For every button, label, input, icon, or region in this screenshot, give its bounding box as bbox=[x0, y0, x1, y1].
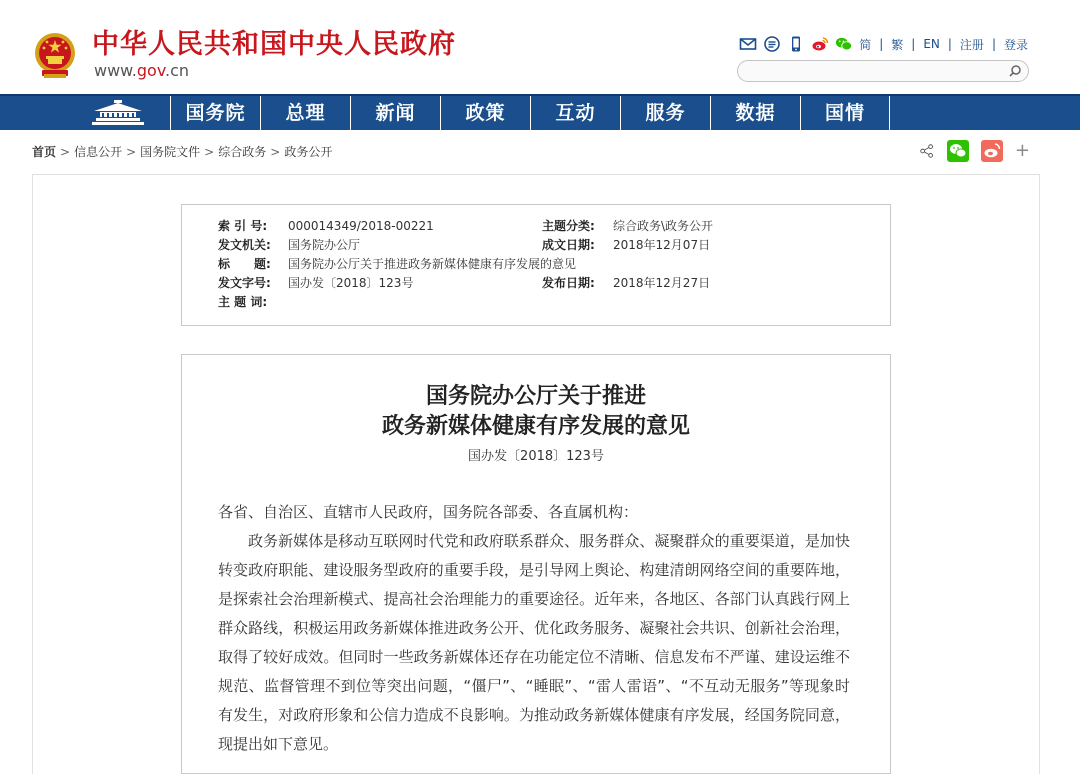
written-date-label: 成文日期: bbox=[542, 238, 595, 252]
separator: | bbox=[991, 37, 996, 51]
search-input[interactable] bbox=[748, 62, 1002, 82]
wechat-share-icon[interactable] bbox=[947, 140, 969, 162]
category-label: 主题分类: bbox=[542, 219, 595, 233]
share-bar bbox=[919, 140, 1030, 162]
document-paragraph: 政务新媒体是移动互联网时代党和政府联系群众、服务群众、凝聚群众的重要渠道，是加快转变政府职能、建设服务型政府的重要手段，是引导网上舆论、构建清朗网络空间的重要阵地，是探索社会治理新模式、提高社会治理能力的重要途径。近年来，各地区、各部门认真践行网上群众路线，积极运用政务新媒体推进政务公开、优化政务服务、凝聚社会共识、创新社会治理，取得了较好成效。但同时一些政务新媒体还存在功能定位不清晰、信息发布不严谨、建设运维不规范、监督管理不到位等突出问题，“僵尸”、“睡眠”、“雷人雷语”、“不互动无服务”等现象时有发生，对政府形象和公信力造成不良影响。为推动政务新媒体健康有序发展，经国务院同意，现提出如下意见。 bbox=[218, 532, 850, 753]
search-icon[interactable] bbox=[1008, 64, 1022, 78]
keywords-label: 主 题 词: bbox=[218, 295, 268, 309]
lang-simplified-link[interactable]: 简 bbox=[859, 37, 872, 52]
nav-item-data[interactable]: 数据 bbox=[710, 96, 800, 130]
separator: | bbox=[911, 37, 916, 51]
lang-traditional-link[interactable]: 繁 bbox=[891, 37, 904, 52]
mobile-icon[interactable] bbox=[787, 35, 805, 53]
category-value: 综合政务\政务公开 bbox=[613, 219, 714, 233]
nav-items bbox=[170, 96, 890, 130]
doc-number-value: 国办发〔2018〕123号 bbox=[288, 276, 414, 290]
main-nav bbox=[0, 94, 1080, 130]
title-label: 标 题: bbox=[218, 257, 271, 271]
breadcrumb-gov-affairs-public[interactable]: 政务公开 bbox=[284, 145, 333, 159]
site-domain bbox=[94, 62, 189, 80]
breadcrumb-arrow: > bbox=[60, 145, 71, 159]
document-title-line2: 政务新媒体健康有序发展的意见 bbox=[381, 413, 690, 439]
domain-prefix: www. bbox=[94, 61, 137, 80]
document-number: 国办发〔2018〕123号 bbox=[468, 449, 604, 464]
published-date-value: 2018年12月27日 bbox=[613, 276, 711, 290]
top-tools bbox=[739, 34, 1028, 54]
login-link[interactable]: 登录 bbox=[1003, 37, 1028, 52]
rss-icon[interactable] bbox=[763, 35, 781, 53]
index-label: 索 引 号: bbox=[218, 219, 268, 233]
weibo-icon[interactable] bbox=[811, 35, 829, 53]
site-title[interactable]: 中华人民共和国中央人民政府 bbox=[92, 29, 456, 60]
breadcrumb-info-public[interactable]: 信息公开 bbox=[74, 145, 123, 159]
site-header bbox=[0, 0, 1080, 94]
title-value: 国务院办公厅关于推进政务新媒体健康有序发展的意见 bbox=[288, 257, 577, 271]
weibo-share-icon[interactable] bbox=[981, 140, 1003, 162]
wechat-icon[interactable] bbox=[835, 35, 853, 53]
doc-number-label: 发文字号: bbox=[218, 276, 271, 290]
breadcrumb-state-council-docs[interactable]: 国务院文件 bbox=[140, 145, 201, 159]
nav-item-premier[interactable]: 总理 bbox=[260, 96, 350, 130]
breadcrumb-home[interactable]: 首页 bbox=[32, 145, 57, 159]
domain-suffix: .cn bbox=[165, 61, 190, 80]
home-building-icon[interactable] bbox=[86, 96, 150, 130]
meta-row bbox=[182, 274, 890, 292]
meta-row bbox=[182, 236, 890, 254]
document-salutation: 各省、自治区、直辖市人民政府，国务院各部委、各直属机构： bbox=[218, 503, 639, 521]
domain-gov: gov bbox=[136, 61, 166, 80]
separator: | bbox=[879, 37, 884, 51]
share-icon[interactable] bbox=[919, 143, 935, 159]
breadcrumb-arrow: > bbox=[204, 145, 215, 159]
register-link[interactable]: 注册 bbox=[959, 37, 984, 52]
nav-item-interaction[interactable]: 互动 bbox=[530, 96, 620, 130]
issuer-label: 发文机关: bbox=[218, 238, 271, 252]
mail-icon[interactable] bbox=[739, 35, 757, 53]
document-body bbox=[181, 354, 891, 774]
nav-item-state-council[interactable]: 国务院 bbox=[170, 96, 260, 130]
lang-english-link[interactable]: EN bbox=[923, 37, 940, 51]
breadcrumb-arrow: > bbox=[270, 145, 281, 159]
index-value: 000014349/2018-00221 bbox=[288, 219, 434, 233]
issuer-value: 国务院办公厅 bbox=[288, 238, 361, 252]
written-date-value: 2018年12月07日 bbox=[613, 238, 711, 252]
document-title-line1: 国务院办公厅关于推进 bbox=[425, 383, 646, 409]
nav-item-national-info[interactable]: 国情 bbox=[800, 96, 890, 130]
meta-row bbox=[182, 293, 890, 311]
published-date-label: 发布日期: bbox=[542, 276, 595, 290]
nav-item-policy[interactable]: 政策 bbox=[440, 96, 530, 130]
nav-item-news[interactable]: 新闻 bbox=[350, 96, 440, 130]
search-box bbox=[737, 60, 1029, 82]
breadcrumb-bar bbox=[32, 140, 1042, 162]
breadcrumb bbox=[32, 143, 332, 160]
meta-row bbox=[182, 255, 890, 273]
plus-icon[interactable]: + bbox=[1014, 140, 1030, 161]
separator: | bbox=[947, 37, 952, 51]
national-emblem-icon[interactable] bbox=[32, 30, 78, 80]
meta-row bbox=[182, 217, 890, 235]
nav-item-services[interactable]: 服务 bbox=[620, 96, 710, 130]
breadcrumb-arrow: > bbox=[126, 145, 137, 159]
breadcrumb-general-affairs[interactable]: 综合政务 bbox=[218, 145, 267, 159]
document-metadata bbox=[181, 204, 891, 326]
